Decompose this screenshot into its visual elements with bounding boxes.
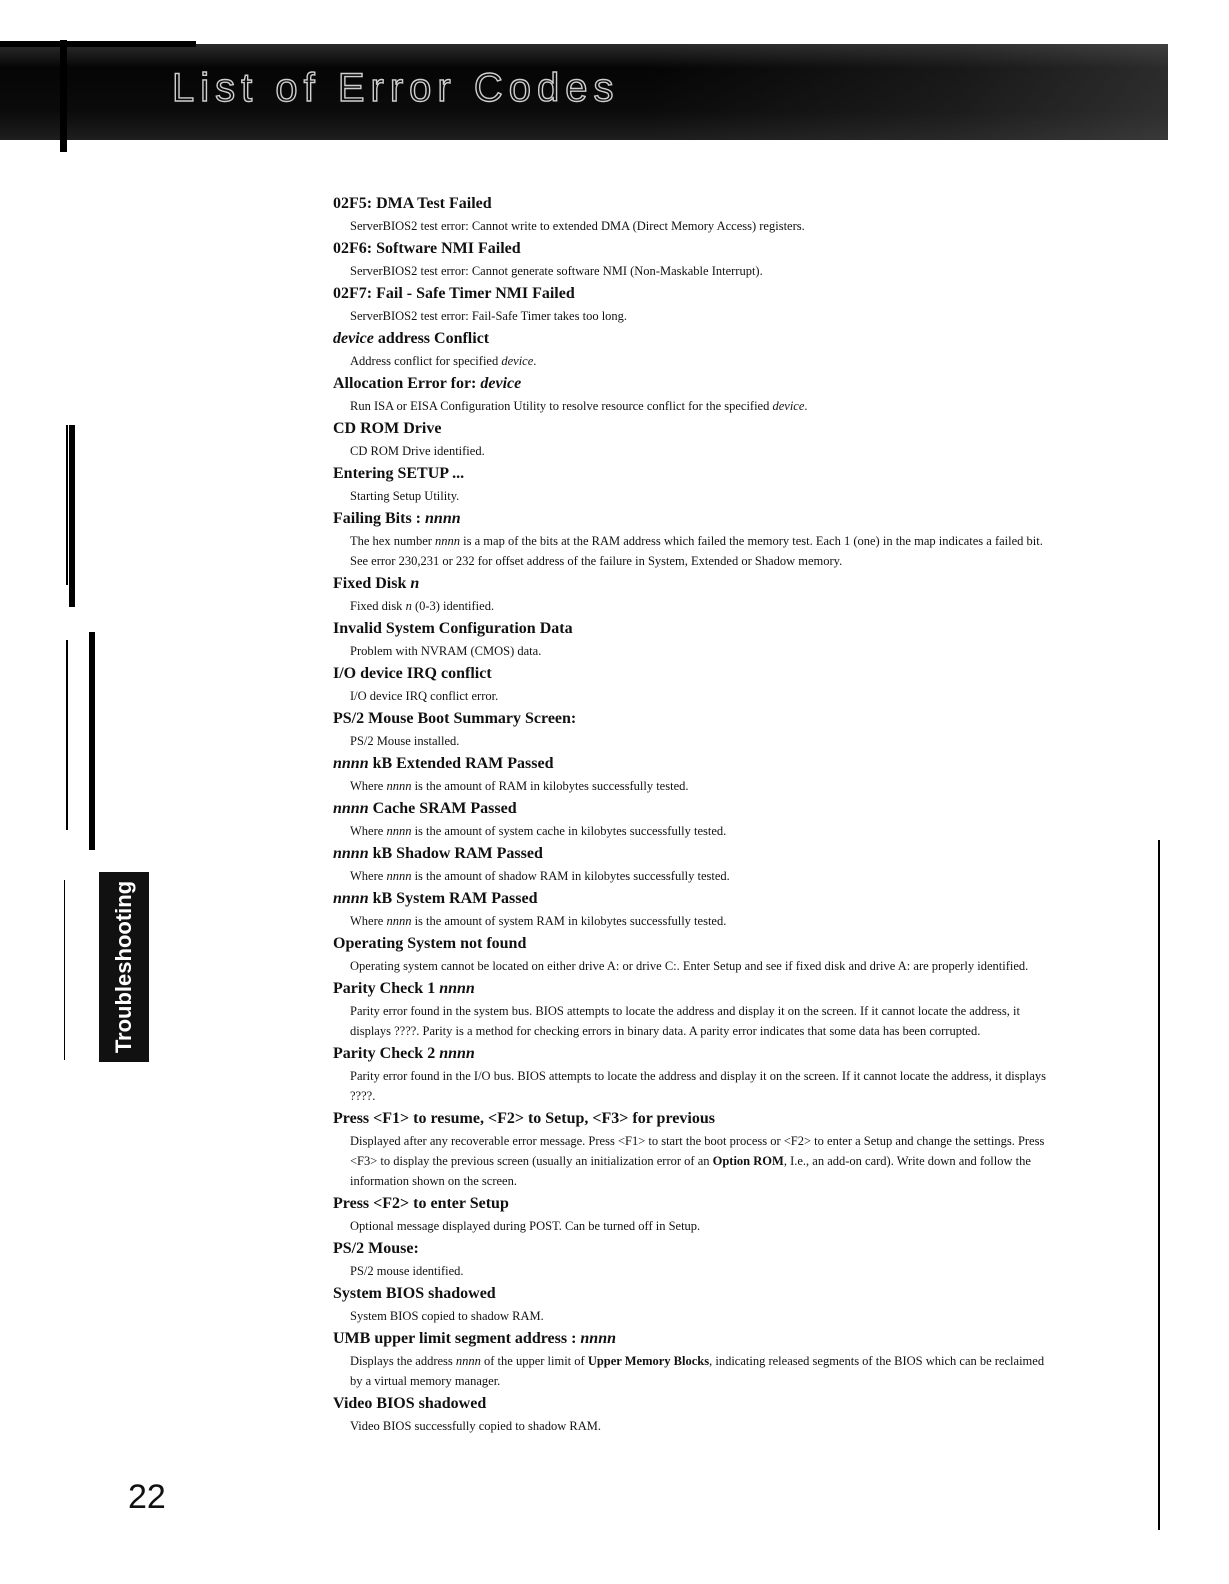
error-code bbox=[333, 663, 1053, 684]
error-code-variable: nnnn bbox=[425, 510, 461, 527]
error-code bbox=[333, 708, 1053, 729]
error-description-variable: nnnn bbox=[455, 1354, 481, 1368]
error-description-text: . bbox=[533, 354, 537, 368]
error-code-variable: nnnn bbox=[580, 1330, 616, 1347]
error-code-text: Cache SRAM Passed bbox=[368, 800, 517, 817]
error-description-text: Video BIOS successfully copied to shadow RAM. bbox=[350, 1419, 601, 1433]
error-code bbox=[333, 618, 1053, 639]
error-code-text: kB Extended RAM Passed bbox=[368, 755, 554, 772]
error-description-text: Parity error found in the system bus. BIOS attempts to locate the address and display it on the screen. If it cannot locate the address, it displays ????. Parity is a method for checking errors in binary data. A parity error indicates that some data has been corrupted. bbox=[350, 1004, 1020, 1038]
error-entry bbox=[333, 238, 1053, 281]
error-description bbox=[350, 866, 1053, 886]
error-description-text: Address conflict for specified bbox=[350, 354, 502, 368]
error-entry bbox=[333, 708, 1053, 751]
error-description-text: ServerBIOS2 test error: Cannot write to extended DMA (Direct Memory Access) registers. bbox=[350, 219, 805, 233]
page-number: 22 bbox=[128, 1478, 166, 1516]
error-code-text: Entering SETUP ... bbox=[333, 465, 465, 482]
error-description-text: , I.e., an add-on card). Write down and follow the information shown on the screen. bbox=[350, 1154, 1031, 1188]
error-description bbox=[350, 686, 1053, 706]
error-code bbox=[333, 978, 1053, 999]
error-entry bbox=[333, 1108, 1053, 1191]
error-description bbox=[350, 1066, 1053, 1106]
error-code-text: Fixed Disk bbox=[333, 575, 411, 592]
error-description-text: Where bbox=[350, 869, 387, 883]
error-description bbox=[350, 1416, 1053, 1436]
error-code-variable: nnnn bbox=[333, 890, 369, 907]
error-description-variable: nnnn bbox=[386, 914, 412, 928]
error-code-variable: nnnn bbox=[439, 1045, 475, 1062]
error-description bbox=[350, 1131, 1053, 1191]
error-entry bbox=[333, 618, 1053, 661]
margin-rule bbox=[66, 640, 68, 830]
error-description-text: is the amount of system cache in kilobytes successfully tested. bbox=[411, 824, 727, 838]
error-entry bbox=[333, 1238, 1053, 1281]
error-description-text: Starting Setup Utility. bbox=[350, 489, 460, 503]
error-entry bbox=[333, 373, 1053, 416]
header-notch bbox=[60, 40, 67, 152]
error-code-text: Press <F2> to enter Setup bbox=[333, 1195, 509, 1212]
error-description bbox=[350, 531, 1053, 571]
error-description bbox=[350, 1001, 1053, 1041]
error-description-text: ServerBIOS2 test error: Fail-Safe Timer takes too long. bbox=[350, 309, 628, 323]
error-code-variable: nnnn bbox=[439, 980, 475, 997]
error-entry bbox=[333, 933, 1053, 976]
error-description bbox=[350, 956, 1053, 976]
error-code bbox=[333, 1393, 1053, 1414]
error-entry bbox=[333, 888, 1053, 931]
error-entry bbox=[333, 1283, 1053, 1326]
error-entry bbox=[333, 1193, 1053, 1236]
error-code bbox=[333, 508, 1053, 529]
error-code-variable: nnnn bbox=[333, 800, 369, 817]
error-description bbox=[350, 776, 1053, 796]
error-code bbox=[333, 193, 1053, 214]
error-code-text: Press <F1> to resume, <F2> to Setup, <F3> for previous bbox=[333, 1110, 715, 1127]
error-description bbox=[350, 306, 1053, 326]
error-description bbox=[350, 731, 1053, 751]
error-description-text: is the amount of system RAM in kilobytes successfully tested. bbox=[411, 914, 727, 928]
error-code-text: Invalid System Configuration Data bbox=[333, 620, 573, 637]
error-code bbox=[333, 1108, 1053, 1129]
error-description bbox=[350, 486, 1053, 506]
error-entry bbox=[333, 418, 1053, 461]
error-description-text: Where bbox=[350, 914, 387, 928]
error-code-text: 02F7: Fail - Safe Timer NMI Failed bbox=[333, 285, 575, 302]
error-description-variable: n bbox=[405, 599, 412, 613]
error-code bbox=[333, 843, 1053, 864]
error-description-term: Option ROM bbox=[712, 1154, 784, 1168]
error-description-variable: device bbox=[501, 354, 534, 368]
error-code-text: Failing Bits : bbox=[333, 510, 426, 527]
error-description-variable: nnnn bbox=[386, 869, 412, 883]
error-code-text: Parity Check 1 bbox=[333, 980, 440, 997]
error-code-text: System BIOS shadowed bbox=[333, 1285, 496, 1302]
error-code bbox=[333, 1193, 1053, 1214]
error-code-text: address Conflict bbox=[373, 330, 490, 347]
error-code bbox=[333, 463, 1053, 484]
error-description bbox=[350, 441, 1053, 461]
error-code-variable: nnnn bbox=[333, 755, 369, 772]
error-description-text: of the upper limit of bbox=[480, 1354, 588, 1368]
error-description bbox=[350, 1216, 1053, 1236]
error-code bbox=[333, 238, 1053, 259]
error-code-text: Operating System not found bbox=[333, 935, 527, 952]
error-description-variable: nnnn bbox=[386, 779, 412, 793]
error-description-text: Fixed disk bbox=[350, 599, 406, 613]
error-code-text: PS/2 Mouse: bbox=[333, 1240, 419, 1257]
error-description bbox=[350, 821, 1053, 841]
error-code-variable: device bbox=[333, 330, 374, 347]
margin-rule bbox=[1158, 840, 1160, 1530]
error-code bbox=[333, 573, 1053, 594]
error-entry bbox=[333, 573, 1053, 616]
error-code-text: Parity Check 2 bbox=[333, 1045, 440, 1062]
margin-rule bbox=[66, 425, 68, 585]
error-entry bbox=[333, 1043, 1053, 1106]
error-code-text: I/O device IRQ conflict bbox=[333, 665, 492, 682]
error-code bbox=[333, 798, 1053, 819]
error-entry bbox=[333, 798, 1053, 841]
error-description-variable: device bbox=[772, 399, 805, 413]
error-code bbox=[333, 888, 1053, 909]
error-description bbox=[350, 641, 1053, 661]
error-description-variable: nnnn bbox=[386, 824, 412, 838]
error-code-variable: n bbox=[410, 575, 420, 592]
error-entry bbox=[333, 978, 1053, 1041]
error-entry bbox=[333, 843, 1053, 886]
error-description bbox=[350, 216, 1053, 236]
error-entry bbox=[333, 283, 1053, 326]
error-code-text: Video BIOS shadowed bbox=[333, 1395, 487, 1412]
error-description bbox=[350, 596, 1053, 616]
error-description bbox=[350, 396, 1053, 416]
error-code-text: PS/2 Mouse Boot Summary Screen: bbox=[333, 710, 577, 727]
error-description bbox=[350, 1306, 1053, 1326]
margin-rule bbox=[89, 632, 95, 850]
error-description-text: . bbox=[804, 399, 808, 413]
error-code bbox=[333, 418, 1053, 439]
error-description-text: I/O device IRQ conflict error. bbox=[350, 689, 499, 703]
error-entry bbox=[333, 463, 1053, 506]
error-description-text: Displays the address bbox=[350, 1354, 456, 1368]
section-tab bbox=[99, 872, 149, 1062]
error-description-text: is a map of the bits at the RAM address which failed the memory test. Each 1 (one) in the map indicates a failed bit. See error 230,231 or 232 for offset address of the failure in System, Extended or Shadow memory. bbox=[350, 534, 1043, 568]
error-description bbox=[350, 261, 1053, 281]
error-code-text: UMB upper limit segment address : bbox=[333, 1330, 581, 1347]
error-code bbox=[333, 933, 1053, 954]
error-description bbox=[350, 1261, 1053, 1281]
error-code bbox=[333, 1043, 1053, 1064]
error-code-text: kB Shadow RAM Passed bbox=[368, 845, 543, 862]
error-description-text: PS/2 mouse identified. bbox=[350, 1264, 464, 1278]
error-entry bbox=[333, 753, 1053, 796]
error-description-text: Displayed after any recoverable error message. Press <F1> to start the boot process or <F2> to enter a Setup and change the settings. Press <F3> to display the previous screen (usually an initialization error of an bbox=[350, 1134, 1045, 1168]
section-tab-label: Troubleshooting bbox=[111, 880, 136, 1054]
error-description-text: Problem with NVRAM (CMOS) data. bbox=[350, 644, 542, 658]
margin-rule bbox=[64, 880, 65, 1060]
error-code bbox=[333, 753, 1053, 774]
error-description-text: PS/2 Mouse installed. bbox=[350, 734, 460, 748]
error-description-text: ServerBIOS2 test error: Cannot generate software NMI (Non-Maskable Interrupt). bbox=[350, 264, 763, 278]
error-description bbox=[350, 1351, 1053, 1391]
error-description-text: Where bbox=[350, 824, 387, 838]
error-description-text: The hex number bbox=[350, 534, 436, 548]
error-description-text: Where bbox=[350, 779, 387, 793]
error-description-variable: nnnn bbox=[435, 534, 461, 548]
error-description-text: , indicating released segments of the BIOS which can be reclaimed by a virtual memory manager. bbox=[350, 1354, 1045, 1388]
error-description-text: Parity error found in the I/O bus. BIOS attempts to locate the address and display it on the screen. If it cannot locate the address, it displays ????. bbox=[350, 1069, 1047, 1103]
error-code-list bbox=[333, 193, 1053, 1438]
error-code-text: 02F5: DMA Test Failed bbox=[333, 195, 492, 212]
error-code-text: 02F6: Software NMI Failed bbox=[333, 240, 521, 257]
page-title: List of Error Codes bbox=[172, 66, 620, 110]
error-description-text: is the amount of RAM in kilobytes successfully tested. bbox=[411, 779, 689, 793]
error-description bbox=[350, 911, 1053, 931]
error-description-text: CD ROM Drive identified. bbox=[350, 444, 485, 458]
error-entry bbox=[333, 508, 1053, 571]
error-description-text: Run ISA or EISA Configuration Utility to resolve resource conflict for the specified bbox=[350, 399, 773, 413]
header-texture bbox=[648, 44, 1168, 140]
error-description-text: Optional message displayed during POST. Can be turned off in Setup. bbox=[350, 1219, 701, 1233]
error-description-term: Upper Memory Blocks bbox=[587, 1354, 710, 1368]
error-entry bbox=[333, 193, 1053, 236]
error-entry bbox=[333, 1393, 1053, 1436]
error-code-text: CD ROM Drive bbox=[333, 420, 442, 437]
error-description-text: System BIOS copied to shadow RAM. bbox=[350, 1309, 544, 1323]
error-code bbox=[333, 1238, 1053, 1259]
error-entry bbox=[333, 1328, 1053, 1391]
error-code bbox=[333, 1328, 1053, 1349]
error-code bbox=[333, 283, 1053, 304]
error-entry bbox=[333, 663, 1053, 706]
error-description-text: Operating system cannot be located on either drive A: or drive C:. Enter Setup and see if fixed disk and drive A: are properly identified. bbox=[350, 959, 1029, 973]
error-description bbox=[350, 351, 1053, 371]
error-code bbox=[333, 328, 1053, 349]
error-code bbox=[333, 373, 1053, 394]
error-description-text: (0-3) identified. bbox=[411, 599, 495, 613]
error-code-variable: device bbox=[480, 375, 522, 392]
error-code-text: Allocation Error for: bbox=[333, 375, 481, 392]
error-code-variable: nnnn bbox=[333, 845, 369, 862]
error-description-text: is the amount of shadow RAM in kilobytes successfully tested. bbox=[411, 869, 730, 883]
error-entry bbox=[333, 328, 1053, 371]
error-code-text: kB System RAM Passed bbox=[368, 890, 538, 907]
error-code bbox=[333, 1283, 1053, 1304]
margin-rule bbox=[69, 425, 75, 607]
